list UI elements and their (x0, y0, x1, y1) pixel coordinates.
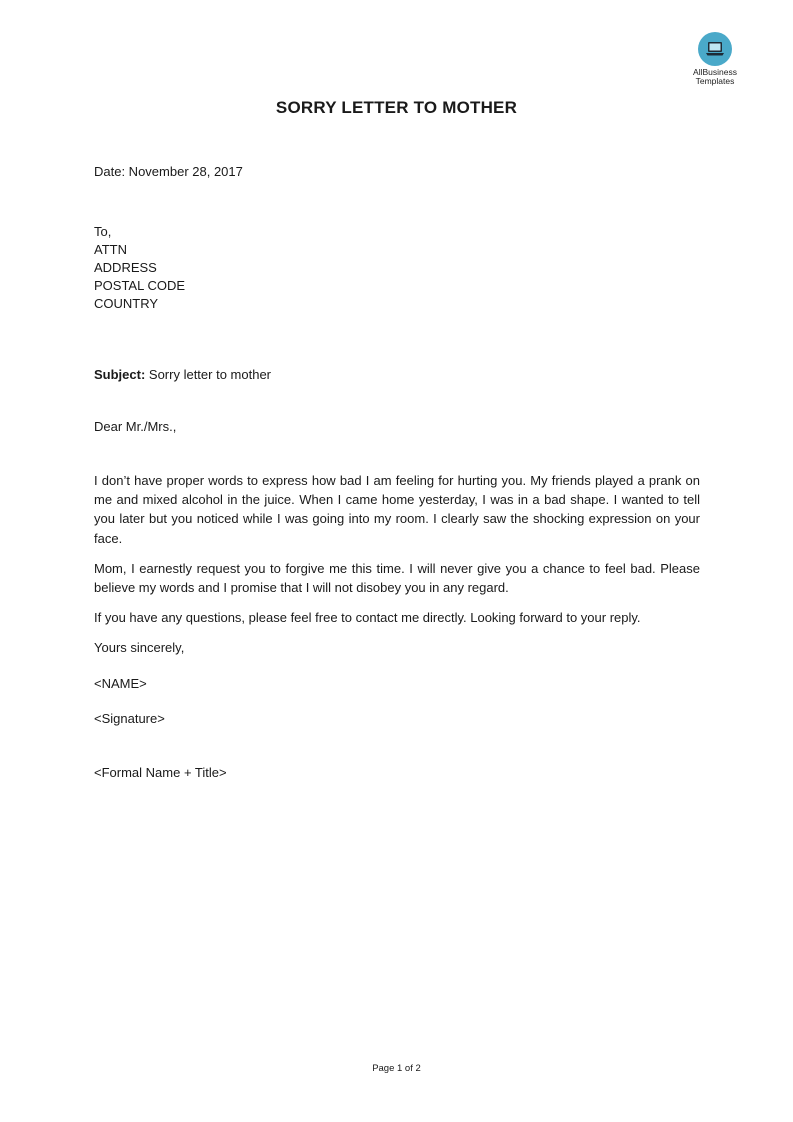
logo-text-line2: Templates (695, 76, 735, 86)
subject-text: Sorry letter to mother (145, 367, 272, 382)
letter-date: Date: November 28, 2017 (94, 164, 243, 179)
address-to: To, (94, 224, 112, 239)
body-paragraph-1: I don’t have proper words to express how bad I am feeling for hurting you. My friends played a prank on me and mixed alcohol in the juice. When I came home yesterday, I was in a bad shape. I wanted to tell you later but you noticed while I was going into my room. I clearly saw the shocking expression on your face. (94, 473, 700, 546)
closing: Yours sincerely, (94, 640, 185, 655)
body-paragraph-3: If you have any questions, please feel free to contact me directly. Looking forward to your reply. (94, 610, 641, 625)
body-paragraph-2: Mom, I earnestly request you to forgive me this time. I will never give you a chance to feel bad. Please believe my words and I promise that I will not disobey you in any regard. (94, 561, 700, 596)
logo-circle (698, 32, 732, 66)
sender-name: <NAME> (94, 676, 147, 691)
address-postal-code: POSTAL CODE (94, 278, 186, 293)
address-country: COUNTRY (94, 296, 159, 311)
letter-title: SORRY LETTER TO MOTHER (275, 98, 518, 117)
address-attn: ATTN (94, 242, 127, 257)
subject-line (94, 366, 271, 384)
formal-name-title: <Formal Name + Title> (94, 765, 227, 780)
signature: <Signature> (94, 711, 165, 726)
address-line: ADDRESS (94, 260, 157, 275)
salutation: Dear Mr./Mrs., (94, 419, 177, 434)
logo-text-line1: AllBusiness (693, 67, 737, 77)
subject-label: Subject: (94, 367, 146, 382)
allbusiness-logo (680, 32, 750, 86)
page-number: Page 1 of 2 (372, 1063, 421, 1074)
